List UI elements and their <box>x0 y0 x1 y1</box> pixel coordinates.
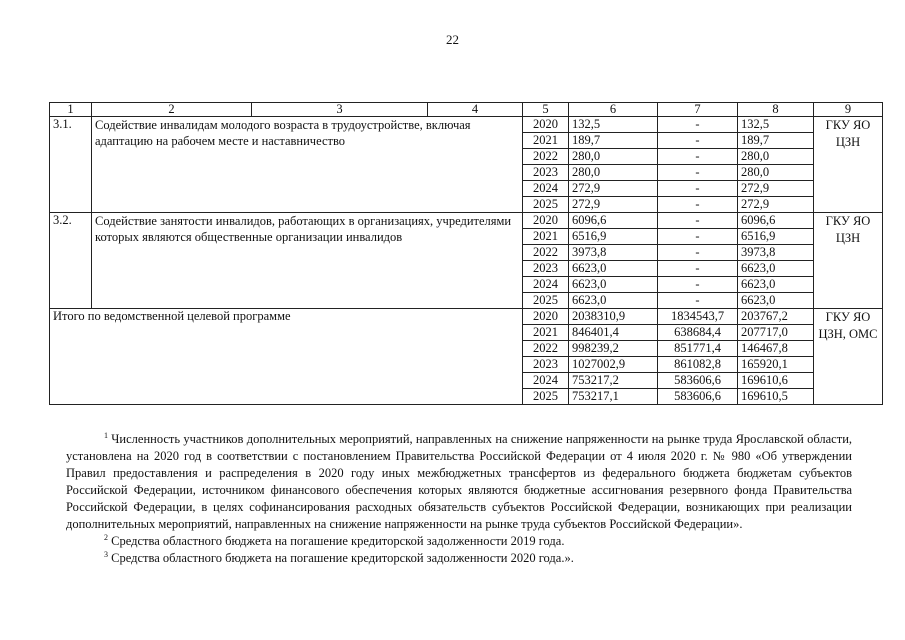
value-cell-col8: 146467,8 <box>738 341 814 357</box>
value-cell-col7: - <box>658 245 738 261</box>
value-cell-col6: 6623,0 <box>569 293 658 309</box>
value-cell-col6: 272,9 <box>569 197 658 213</box>
value-cell-col7: 583606,6 <box>658 373 738 389</box>
value-cell-col7: - <box>658 293 738 309</box>
value-cell-col7: 851771,4 <box>658 341 738 357</box>
value-cell-col6: 132,5 <box>569 117 658 133</box>
value-cell-col7: - <box>658 229 738 245</box>
value-cell-col7: 861082,8 <box>658 357 738 373</box>
footnote <box>66 431 852 533</box>
value-cell-col6: 6623,0 <box>569 261 658 277</box>
value-cell-col8: 272,9 <box>738 181 814 197</box>
year-cell: 2020 <box>523 213 569 229</box>
value-cell-col8: 272,9 <box>738 197 814 213</box>
table-body <box>50 103 883 405</box>
value-cell-col6: 6516,9 <box>569 229 658 245</box>
value-cell-col7: - <box>658 261 738 277</box>
value-cell-col7: 638684,4 <box>658 325 738 341</box>
value-cell-col7: - <box>658 277 738 293</box>
year-cell: 2025 <box>523 293 569 309</box>
value-cell-col7: - <box>658 197 738 213</box>
header-cell: 2 <box>92 103 252 117</box>
year-cell: 2020 <box>523 309 569 325</box>
value-cell-col8: 169610,6 <box>738 373 814 389</box>
footnote-mark: 3 <box>104 550 108 559</box>
table-row <box>50 117 883 133</box>
footnote-mark: 2 <box>104 533 108 542</box>
year-cell: 2022 <box>523 245 569 261</box>
value-cell-col8: 6623,0 <box>738 293 814 309</box>
budget-table <box>49 102 883 405</box>
value-cell-col8: 165920,1 <box>738 357 814 373</box>
year-cell: 2022 <box>523 341 569 357</box>
value-cell-col6: 2038310,9 <box>569 309 658 325</box>
value-cell-col6: 280,0 <box>569 165 658 181</box>
footnote-text: Средства областного бюджета на погашение кредиторской задолженности 2019 года. <box>111 534 565 548</box>
year-cell: 2020 <box>523 117 569 133</box>
value-cell-col8: 6623,0 <box>738 261 814 277</box>
footnote-text: Численность участников дополнительных мероприятий, направленных на снижение напряженности на рынке труда Ярославской области, установлена на 2020 год в соответствии с постановлением Правительства Российской Федерации от 4 июля 2020 г. № 980 «Об утверждении Правил предоставления и распределения в 2020 году иных межбюджетных трансфертов из федерального бюджета бюджетам субъектов Российской Федерации, источником финансового обеспечения которых являются бюджетные ассигнования резервного фонда Правительства Российской Федерации, в целях софинансирования расходных обязательств субъектов Российской Федерации, возникающих при реализации дополнительных мероприятий, направленных на снижение напряженности на рынке труда субъектов Российской Федерации». <box>66 432 853 531</box>
year-cell: 2024 <box>523 181 569 197</box>
header-cell: 4 <box>428 103 523 117</box>
value-cell-col6: 753217,1 <box>569 389 658 405</box>
item-number: 3.2. <box>50 213 92 309</box>
value-cell-col6: 1027002,9 <box>569 357 658 373</box>
value-cell-col7: 1834543,7 <box>658 309 738 325</box>
value-cell-col6: 6623,0 <box>569 277 658 293</box>
total-label: Итого по ведомственной целевой программе <box>50 309 523 405</box>
value-cell-col7: - <box>658 133 738 149</box>
value-cell-col8: 132,5 <box>738 117 814 133</box>
header-cell: 6 <box>569 103 658 117</box>
header-cell: 8 <box>738 103 814 117</box>
page-number: 22 <box>446 32 459 47</box>
table-row <box>50 213 883 229</box>
year-cell: 2024 <box>523 373 569 389</box>
value-cell-col8: 203767,2 <box>738 309 814 325</box>
value-cell-col6: 846401,4 <box>569 325 658 341</box>
year-cell: 2021 <box>523 325 569 341</box>
value-cell-col6: 280,0 <box>569 149 658 165</box>
value-cell-col8: 169610,5 <box>738 389 814 405</box>
year-cell: 2025 <box>523 389 569 405</box>
item-description: Содействие занятости инвалидов, работающих в организациях, учредителями которых являются общественные организации инвалидов <box>92 213 523 309</box>
footnotes <box>66 431 852 567</box>
value-cell-col8: 189,7 <box>738 133 814 149</box>
value-cell-col6: 189,7 <box>569 133 658 149</box>
value-cell-col8: 280,0 <box>738 165 814 181</box>
value-cell-col7: - <box>658 117 738 133</box>
header-cell: 1 <box>50 103 92 117</box>
value-cell-col6: 272,9 <box>569 181 658 197</box>
value-cell-col8: 3973,8 <box>738 245 814 261</box>
header-cell: 7 <box>658 103 738 117</box>
footnote <box>66 533 852 550</box>
footnote-mark: 1 <box>104 431 108 440</box>
year-cell: 2023 <box>523 357 569 373</box>
value-cell-col8: 6096,6 <box>738 213 814 229</box>
responsible-executor: ГКУ ЯО ЦЗН <box>814 117 883 213</box>
item-description: Содействие инвалидам молодого возраста в трудоустройстве, включая адаптацию на рабочем месте и наставничество <box>92 117 523 213</box>
header-cell: 9 <box>814 103 883 117</box>
responsible-executor: ГКУ ЯО ЦЗН <box>814 213 883 309</box>
value-cell-col6: 6096,6 <box>569 213 658 229</box>
year-cell: 2025 <box>523 197 569 213</box>
header-cell: 3 <box>252 103 428 117</box>
value-cell-col8: 6623,0 <box>738 277 814 293</box>
total-row <box>50 309 883 325</box>
value-cell-col8: 280,0 <box>738 149 814 165</box>
value-cell-col8: 6516,9 <box>738 229 814 245</box>
year-cell: 2021 <box>523 229 569 245</box>
value-cell-col7: 583606,6 <box>658 389 738 405</box>
header-cell: 5 <box>523 103 569 117</box>
value-cell-col7: - <box>658 149 738 165</box>
value-cell-col7: - <box>658 165 738 181</box>
footnote-text: Средства областного бюджета на погашение кредиторской задолженности 2020 года.». <box>111 551 574 565</box>
item-number: 3.1. <box>50 117 92 213</box>
value-cell-col6: 3973,8 <box>569 245 658 261</box>
value-cell-col8: 207717,0 <box>738 325 814 341</box>
footnote <box>66 550 852 567</box>
year-cell: 2023 <box>523 261 569 277</box>
value-cell-col7: - <box>658 213 738 229</box>
value-cell-col6: 753217,2 <box>569 373 658 389</box>
value-cell-col6: 998239,2 <box>569 341 658 357</box>
header-row <box>50 103 883 117</box>
year-cell: 2024 <box>523 277 569 293</box>
total-responsible-executor: ГКУ ЯО ЦЗН, ОМС <box>814 309 883 405</box>
year-cell: 2022 <box>523 149 569 165</box>
year-cell: 2023 <box>523 165 569 181</box>
year-cell: 2021 <box>523 133 569 149</box>
value-cell-col7: - <box>658 181 738 197</box>
